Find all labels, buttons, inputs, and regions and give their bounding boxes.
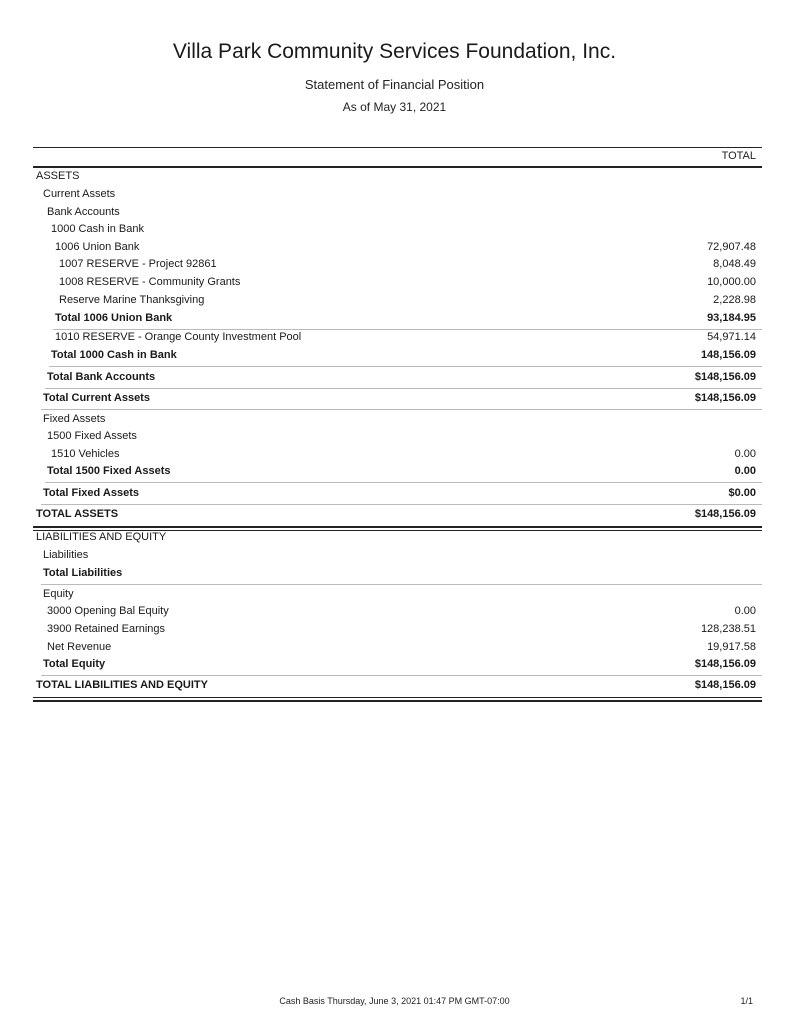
row-label: Net Revenue bbox=[47, 641, 112, 653]
row-separator bbox=[41, 675, 762, 676]
final-double-rule bbox=[33, 700, 762, 702]
footer-basis: Cash Basis Thursday, June 3, 2021 01:47 PM GMT-07:00 bbox=[279, 996, 510, 1006]
row-amount: $148,156.09 bbox=[694, 508, 756, 520]
row-label: Total Fixed Assets bbox=[43, 487, 139, 499]
statement-row bbox=[33, 349, 762, 365]
statement-row bbox=[33, 392, 762, 408]
statement-row bbox=[33, 465, 762, 481]
row-label: Equity bbox=[43, 588, 74, 600]
statement-row bbox=[33, 294, 762, 310]
row-separator bbox=[33, 697, 762, 698]
company-name: Villa Park Community Services Foundation, Inc. bbox=[172, 40, 617, 63]
statement-row bbox=[33, 312, 762, 328]
row-label: 1510 Vehicles bbox=[51, 448, 120, 460]
row-label: Total Liabilities bbox=[43, 567, 123, 579]
statement-row bbox=[33, 223, 762, 239]
row-label: 1500 Fixed Assets bbox=[47, 430, 137, 442]
row-separator bbox=[33, 526, 762, 528]
row-label: ASSETS bbox=[36, 170, 80, 182]
statement-row bbox=[33, 588, 762, 604]
row-amount: 54,971.14 bbox=[707, 331, 756, 343]
row-label: 1008 RESERVE - Community Grants bbox=[59, 276, 241, 288]
row-separator bbox=[41, 504, 762, 505]
row-label: Fixed Assets bbox=[43, 413, 106, 425]
row-amount: 93,184.95 bbox=[707, 312, 756, 324]
statement-row bbox=[33, 241, 762, 257]
statement-row bbox=[33, 448, 762, 464]
row-separator bbox=[45, 482, 762, 483]
row-label: 1007 RESERVE - Project 92861 bbox=[59, 258, 217, 270]
statement-row bbox=[33, 188, 762, 204]
row-separator bbox=[53, 329, 762, 330]
row-amount: $148,156.09 bbox=[694, 679, 756, 691]
statement-row bbox=[33, 623, 762, 639]
row-amount: 72,907.48 bbox=[707, 241, 756, 253]
row-separator bbox=[49, 366, 762, 367]
row-amount: 2,228.98 bbox=[713, 294, 756, 306]
row-separator bbox=[45, 388, 762, 389]
row-label: Total 1006 Union Bank bbox=[55, 312, 173, 324]
row-amount: 0.00 bbox=[734, 605, 756, 617]
statement-row bbox=[33, 658, 762, 674]
statement-row bbox=[33, 258, 762, 274]
row-amount: 10,000.00 bbox=[707, 276, 756, 288]
report-title: Statement of Financial Position bbox=[304, 77, 485, 92]
row-label: TOTAL ASSETS bbox=[36, 508, 119, 520]
statement-row bbox=[33, 679, 762, 695]
statement-row bbox=[33, 641, 762, 657]
row-label: TOTAL LIABILITIES AND EQUITY bbox=[36, 679, 208, 691]
header-top-rule bbox=[33, 147, 762, 148]
statement-row bbox=[33, 276, 762, 292]
row-amount: 128,238.51 bbox=[700, 623, 756, 635]
row-label: LIABILITIES AND EQUITY bbox=[36, 531, 167, 543]
row-label: Liabilities bbox=[43, 549, 89, 561]
row-label: Total Bank Accounts bbox=[47, 371, 156, 383]
total-column-header: TOTAL bbox=[721, 150, 756, 162]
row-amount: 19,917.58 bbox=[707, 641, 756, 653]
row-label: Total 1500 Fixed Assets bbox=[47, 465, 171, 477]
statement-row bbox=[33, 567, 762, 583]
row-amount: $148,156.09 bbox=[694, 658, 756, 670]
row-separator bbox=[41, 409, 762, 410]
row-separator bbox=[41, 584, 762, 585]
row-amount: 8,048.49 bbox=[713, 258, 756, 270]
statement-row bbox=[33, 371, 762, 387]
row-amount: 0.00 bbox=[734, 465, 756, 477]
row-label: 1010 RESERVE - Orange County Investment Pool bbox=[55, 331, 302, 343]
row-amount: 148,156.09 bbox=[700, 349, 756, 361]
page-number: 1/1 bbox=[740, 996, 753, 1006]
statement-row bbox=[33, 549, 762, 565]
row-label: Total Equity bbox=[43, 658, 106, 670]
row-label: 3900 Retained Earnings bbox=[47, 623, 166, 635]
report-date: As of May 31, 2021 bbox=[342, 100, 447, 114]
row-label: 1006 Union Bank bbox=[55, 241, 140, 253]
row-label: Reserve Marine Thanksgiving bbox=[59, 294, 205, 306]
statement-row bbox=[33, 508, 762, 524]
statement-row bbox=[33, 331, 762, 347]
statement-row bbox=[33, 605, 762, 621]
row-label: Current Assets bbox=[43, 188, 116, 200]
statement-row bbox=[33, 413, 762, 429]
row-label: 1000 Cash in Bank bbox=[51, 223, 144, 235]
statement-row bbox=[33, 170, 762, 186]
row-amount: $148,156.09 bbox=[694, 392, 756, 404]
row-label: Total 1000 Cash in Bank bbox=[51, 349, 177, 361]
row-amount: $148,156.09 bbox=[694, 371, 756, 383]
row-amount: $0.00 bbox=[728, 487, 756, 499]
statement-row bbox=[33, 430, 762, 446]
header-bottom-rule bbox=[33, 166, 762, 168]
statement-row bbox=[33, 206, 762, 222]
row-label: Bank Accounts bbox=[47, 206, 120, 218]
statement-row bbox=[33, 531, 762, 547]
statement-row bbox=[33, 487, 762, 503]
row-label: 3000 Opening Bal Equity bbox=[47, 605, 169, 617]
row-label: Total Current Assets bbox=[43, 392, 150, 404]
row-amount: 0.00 bbox=[734, 448, 756, 460]
